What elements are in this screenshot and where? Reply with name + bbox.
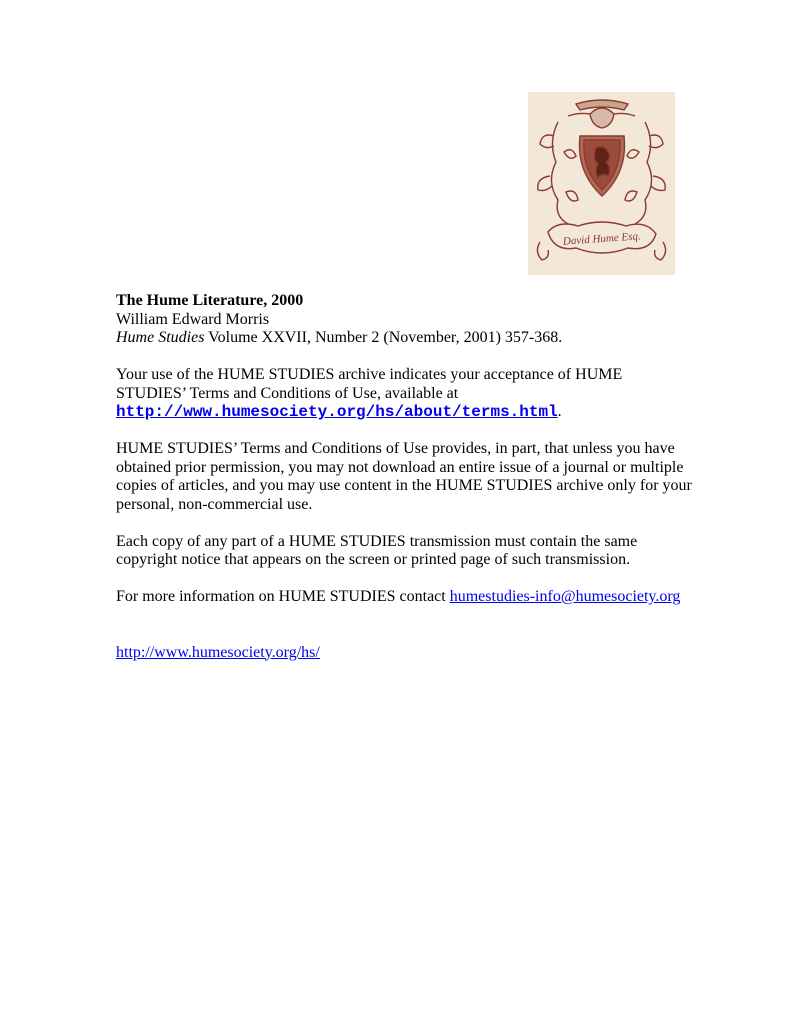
terms-link[interactable]: http://www.humesociety.org/hs/about/terms.html (116, 403, 558, 421)
terms-intro: Your use of the HUME STUDIES archive indicates your acceptance of HUME STUDIES’ Terms and Conditions of Use, available at (116, 366, 623, 402)
site-link-paragraph (116, 644, 696, 663)
copyright-paragraph: Each copy of any part of a HUME STUDIES transmission must contain the same copyright notice that appears on the screen or printed page of such transmission. (116, 532, 638, 568)
contact-paragraph (116, 588, 696, 607)
article-author: William Edward Morris (116, 310, 270, 328)
journal-title: Hume Studies (116, 329, 205, 346)
article-citation (116, 329, 696, 348)
cover-page-content (116, 292, 696, 662)
contact-email-link[interactable]: humestudies-info@humesociety.org (449, 588, 681, 605)
article-title: The Hume Literature, 2000 (116, 292, 304, 309)
bookplate-signature: David Hume Esq. (562, 230, 642, 248)
contact-text: For more information on HUME STUDIES contact (116, 588, 450, 605)
bookplate-image (528, 92, 675, 275)
provisions-paragraph: HUME STUDIES’ Terms and Conditions of Use provides, in part, that unless you have obtained prior permission, you may not download an entire issue of a journal or multiple copies of articles, and you may use content in the HUME STUDIES archive only for your personal, non-commercial use. (116, 440, 692, 513)
bookplate-crest-icon (528, 92, 675, 275)
terms-paragraph (116, 366, 696, 422)
site-link[interactable]: http://www.humesociety.org/hs/ (116, 643, 320, 661)
citation-details: Volume XXVII, Number 2 (November, 2001) 357-368. (204, 329, 563, 346)
terms-period: . (557, 403, 562, 420)
